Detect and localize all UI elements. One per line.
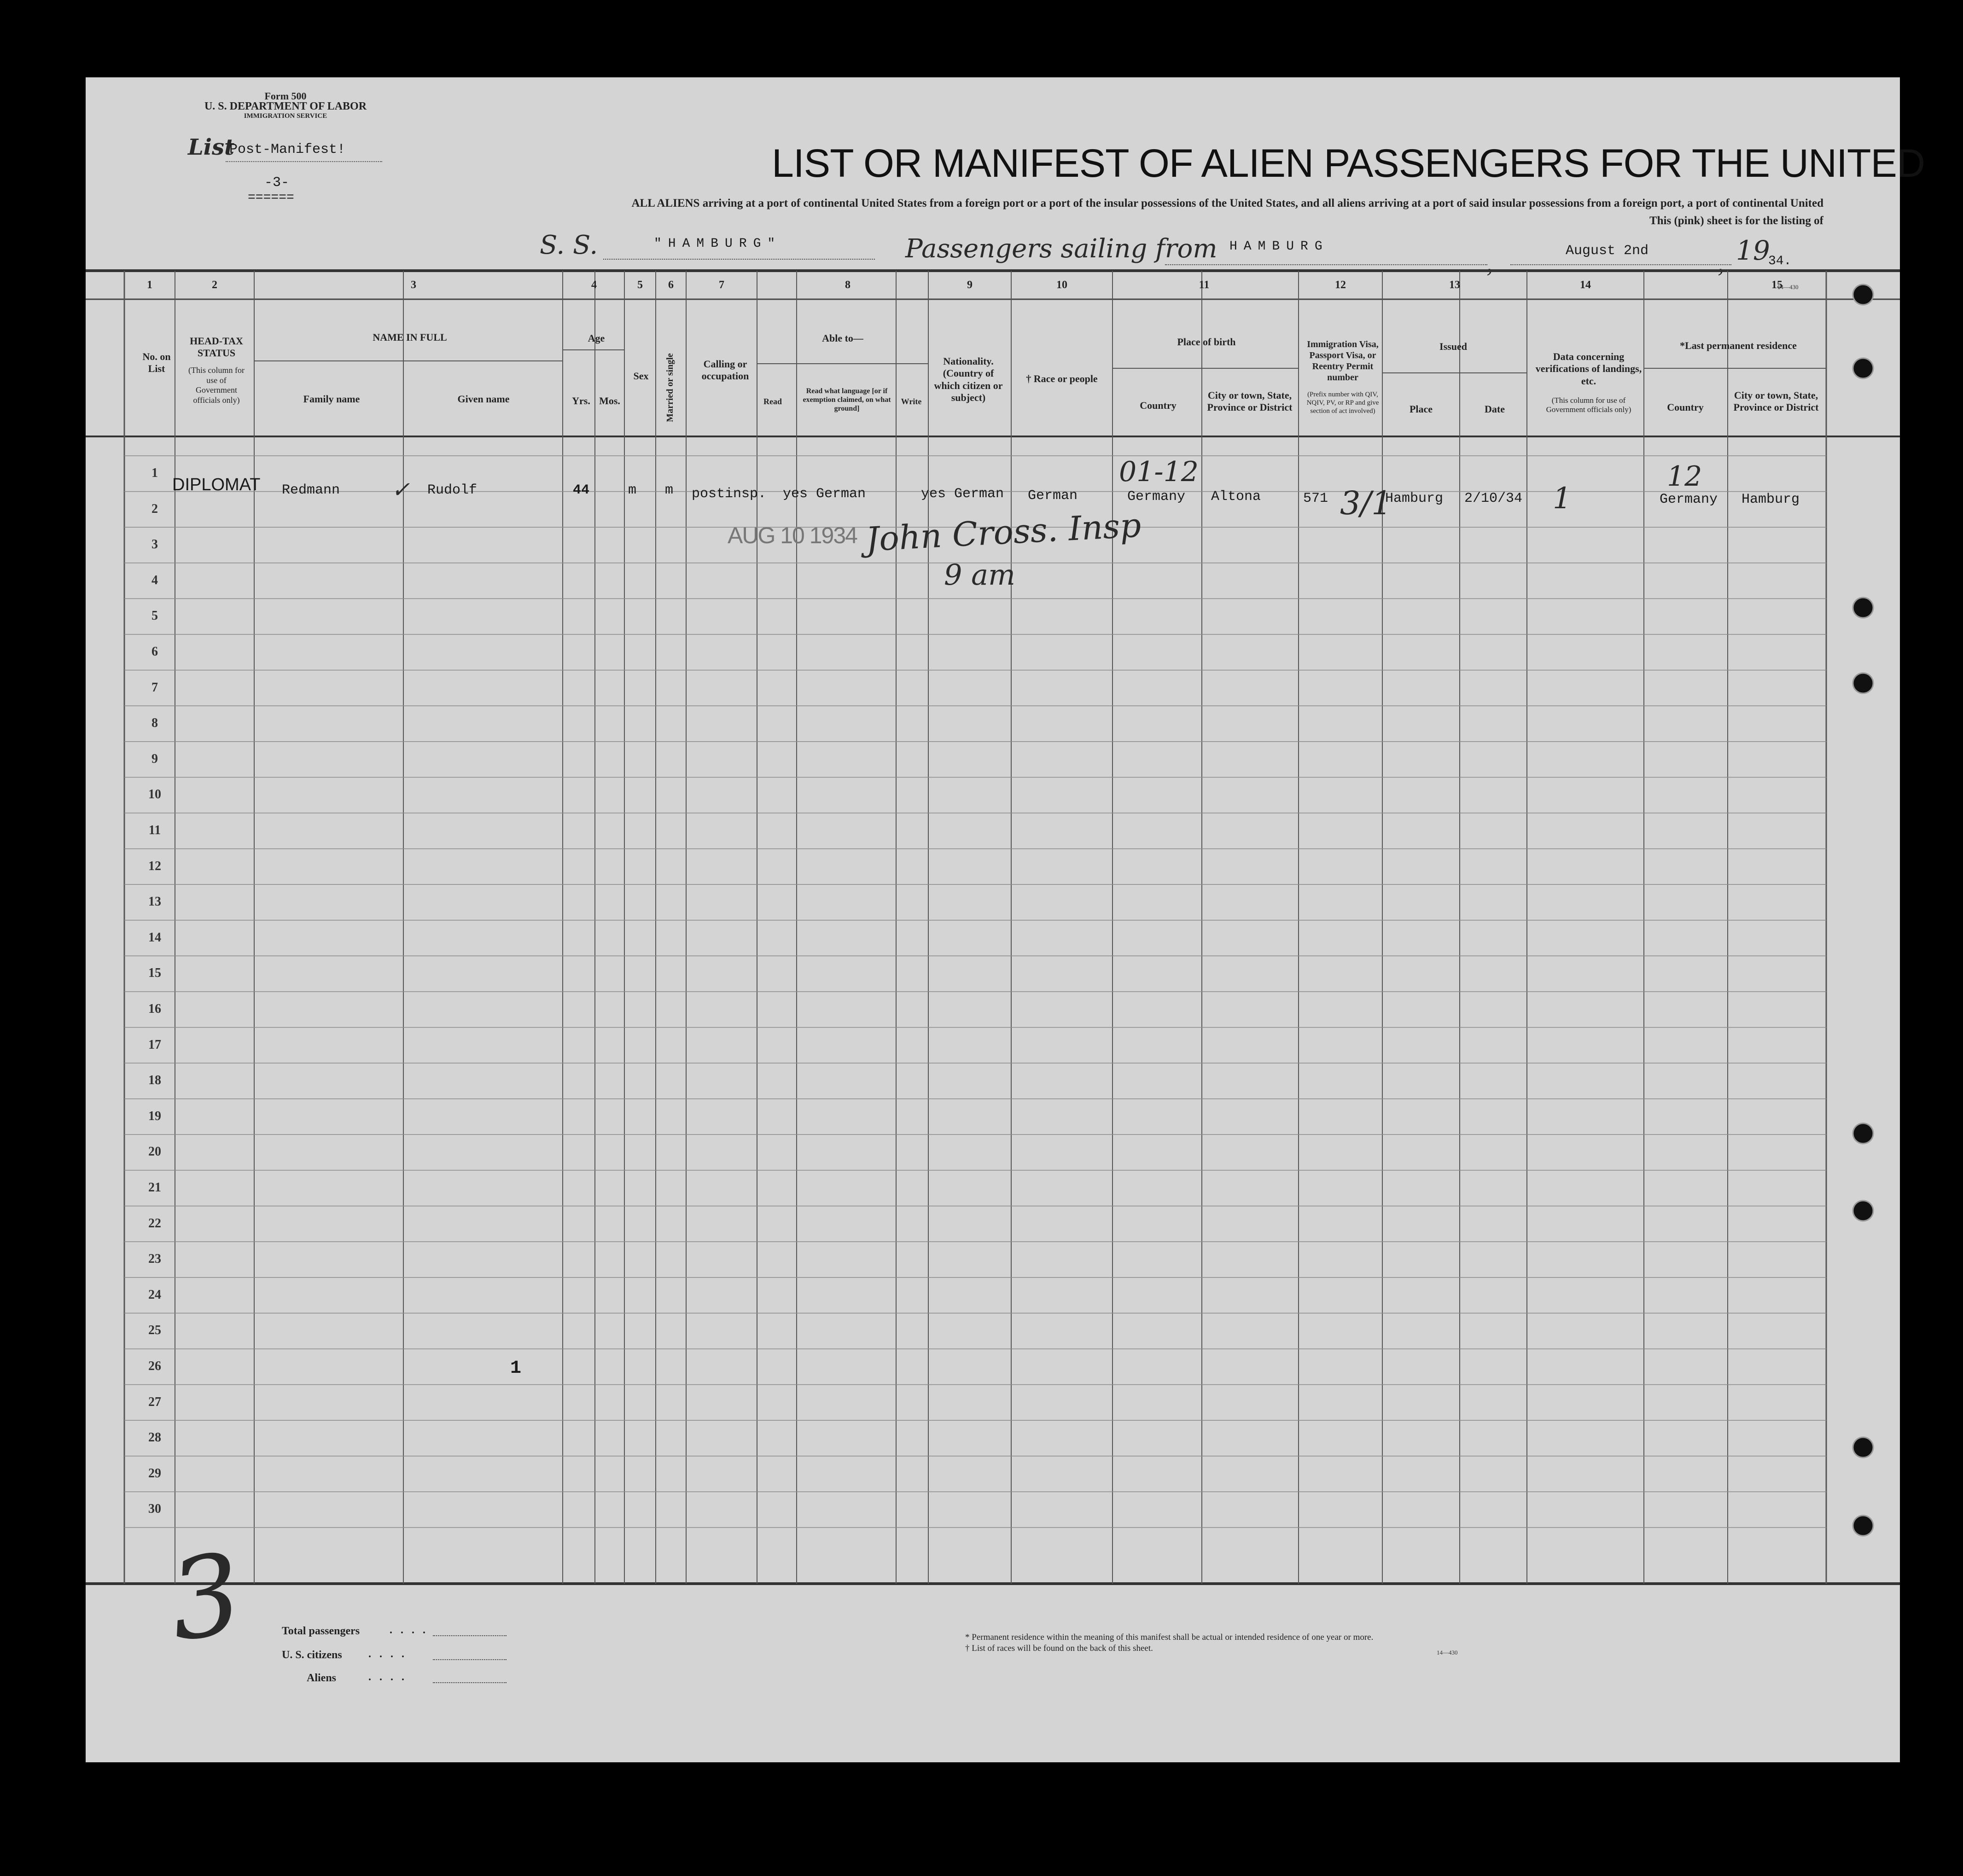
row-number: 26 — [148, 1359, 161, 1373]
margin-mark: 3 — [162, 1528, 250, 1667]
manifest-subtitle-1: ALL ALIENS arriving at a port of continental United States from a foreign port or a port of the insular possessions of the United States, and all aliens arriving at a port of said insular possessions from a foreign port, a port of continental United — [631, 197, 1823, 209]
header-race: † Race or people — [1026, 373, 1098, 384]
row-number: 21 — [148, 1180, 161, 1195]
header-married: Married or single — [665, 353, 675, 422]
header-visa-note: (Prefix number with QIV, NQIV, PV, or RP and give section of act involved) — [1306, 391, 1379, 415]
row-number: 30 — [148, 1502, 161, 1516]
column-number: 15 — [1771, 279, 1782, 291]
entry-issued-place: Hamburg — [1385, 491, 1444, 506]
header-given-name: Given name — [457, 393, 510, 405]
manifest-title: LIST OR MANIFEST OF ALIEN PASSENGERS FOR THE UNITED — [772, 141, 1925, 186]
footer-total-leader: . . . . — [390, 1624, 428, 1636]
sailing-date: August 2nd — [1566, 243, 1649, 259]
row-number: 13 — [148, 894, 161, 909]
column-number: 6 — [668, 279, 674, 291]
entry-family-name: Redmann — [282, 482, 340, 498]
header-sex: Sex — [633, 370, 649, 382]
column-number: 8 — [845, 279, 850, 291]
column-number: 2 — [212, 279, 217, 291]
comma-2: , — [1718, 249, 1724, 278]
column-number: 14 — [1580, 279, 1591, 291]
column-number: 13 — [1449, 279, 1460, 291]
row-number: 19 — [148, 1109, 161, 1123]
comma-1: , — [1486, 249, 1493, 278]
entry-married: m — [665, 482, 674, 498]
footer-note-1: * Permanent residence within the meaning of this manifest shall be actual or intended residence of one year or more. — [965, 1632, 1374, 1642]
entry-given-name: Rudolf — [427, 482, 478, 498]
header-issued-place: Place — [1409, 403, 1433, 415]
row-number: 22 — [148, 1216, 161, 1231]
service-label: IMMIGRATION SERVICE — [244, 112, 327, 120]
column-number: 9 — [967, 279, 973, 291]
row-number: 29 — [148, 1466, 161, 1481]
ship-name: "HAMBURG" — [654, 237, 782, 251]
row-number: 3 — [151, 537, 158, 552]
header-issued: Issued — [1439, 341, 1467, 352]
inspector-signature: John Cross. Insp — [865, 505, 1142, 559]
header-head-tax: HEAD-TAX STATUS — [190, 335, 243, 359]
inspection-time: 9 am — [944, 558, 1015, 592]
year-prefix: 19 — [1736, 235, 1770, 266]
entry-sex: m — [628, 482, 637, 498]
header-yrs: Yrs. — [572, 395, 590, 407]
row-number: 15 — [148, 966, 161, 981]
header-place-of-birth: Place of birth — [1177, 336, 1236, 348]
row-number: 10 — [148, 787, 161, 802]
row-number: 20 — [148, 1144, 161, 1159]
date-stamp: AUG 10 1934 — [728, 523, 857, 548]
entry-birth-annotation: 01-12 — [1119, 456, 1199, 488]
form-code-bottom: 14—430 — [1437, 1649, 1458, 1656]
entry-read: yes German — [783, 486, 866, 502]
header-nationality: Nationality. (Country of which citizen or subject) — [934, 355, 1003, 404]
row-number: 28 — [148, 1430, 161, 1445]
entry-race: German — [1028, 488, 1078, 504]
form-number: Form 500 — [264, 90, 307, 102]
row-number: 5 — [151, 609, 158, 623]
manifest-subtitle-2: This (pink) sheet is for the listing of — [1649, 215, 1823, 227]
list-value: Post-Manifest! — [229, 142, 346, 157]
entry-visa: 571 — [1303, 491, 1328, 506]
column-number: 7 — [719, 279, 724, 291]
row-number: 16 — [148, 1002, 161, 1016]
header-landing: Data concerning verifications of landings, etc. — [1535, 351, 1642, 387]
row-number: 27 — [148, 1394, 161, 1409]
header-read-language: Read what language [or if exemption claimed, on what ground] — [803, 387, 891, 413]
ss-label: S. S. — [540, 230, 598, 260]
form-code-top: 14—430 — [1777, 284, 1799, 290]
row-number: 18 — [148, 1073, 161, 1088]
column-number: 1 — [147, 279, 152, 291]
column-number: 11 — [1199, 279, 1210, 291]
footer-aliens-leader: . . . . — [368, 1671, 407, 1683]
entry-res-annotation: 12 — [1667, 460, 1702, 493]
column-number: 3 — [411, 279, 416, 291]
header-res-country: Country — [1667, 401, 1704, 413]
department-label: U. S. DEPARTMENT OF LABOR — [204, 100, 367, 112]
footer-aliens-label: Aliens — [307, 1672, 337, 1684]
row-number: 23 — [148, 1252, 161, 1266]
header-issued-date: Date — [1485, 403, 1505, 415]
header-res-city: City or town, State, Province or District — [1733, 389, 1819, 413]
header-no-on-list: No. on List — [142, 351, 171, 375]
row-number: 11 — [148, 823, 161, 837]
header-able-to: Able to— — [822, 332, 863, 344]
header-age: Age — [588, 332, 605, 344]
row-number: 9 — [151, 751, 158, 766]
row26-mark: 1 — [510, 1358, 522, 1379]
entry-head-tax: DIPLOMAT — [172, 475, 261, 494]
header-read: Read — [763, 397, 782, 406]
list-label: List — [188, 134, 235, 160]
row-number: 7 — [151, 680, 158, 695]
row-number: 4 — [151, 573, 158, 587]
entry-birth-city: Altona — [1211, 489, 1261, 505]
entry-write: yes German — [921, 486, 1004, 502]
entry-res-country: Germany — [1660, 492, 1718, 507]
column-number: 4 — [591, 279, 597, 291]
row-number: 1 — [151, 466, 158, 480]
header-birth-country: Country — [1140, 400, 1177, 411]
column-number: 10 — [1056, 279, 1067, 291]
row-number: 8 — [151, 716, 158, 731]
entry-visa-annotation: 3/1 — [1340, 484, 1392, 522]
row-number: 14 — [148, 930, 161, 945]
row-number: 12 — [148, 859, 161, 873]
entry-calling: postinsp. — [692, 486, 767, 502]
footer-total-label: Total passengers — [282, 1625, 360, 1637]
entry-issued-date: 2/10/34 — [1464, 491, 1523, 506]
entry-landing-mark: 1 — [1553, 482, 1572, 516]
column-number: 5 — [637, 279, 643, 291]
row-number: 17 — [148, 1037, 161, 1052]
departure-port: HAMBURG — [1229, 239, 1329, 254]
footer-note-2: † List of races will be found on the back of this sheet. — [965, 1644, 1153, 1653]
header-mos: Mos. — [599, 395, 620, 407]
entry-birth-country: Germany — [1127, 489, 1186, 505]
footer-total-line — [433, 1635, 507, 1636]
footer-us-citizens-line — [433, 1659, 507, 1660]
row-number: 2 — [151, 501, 158, 516]
header-birth-city: City or town, State, Province or District — [1207, 389, 1293, 413]
header-visa: Immigration Visa, Passport Visa, or Reentry Permit number — [1307, 339, 1379, 383]
footer-us-citizens-leader: . . . . — [368, 1648, 407, 1660]
header-landing-note: (This column for use of Government officials only) — [1546, 396, 1631, 414]
footer-us-citizens-label: U. S. citizens — [282, 1649, 342, 1661]
entry-res-city: Hamburg — [1742, 492, 1800, 507]
entry-check-mark: ✓ — [391, 477, 410, 503]
header-head-tax-note: (This column for use of Government officials only) — [188, 366, 245, 405]
list-underline: ====== — [248, 191, 294, 205]
column-number: 12 — [1335, 279, 1346, 291]
row-number: 6 — [151, 645, 158, 659]
row-number: 24 — [148, 1287, 161, 1302]
header-name-in-full: NAME IN FULL — [373, 331, 447, 343]
sailing-label: Passengers sailing from — [905, 234, 1217, 264]
row-number: 25 — [148, 1323, 161, 1338]
header-write: Write — [901, 397, 922, 406]
footer-aliens-line — [433, 1682, 507, 1683]
header-family-name: Family name — [303, 393, 360, 405]
entry-age: 44 — [573, 482, 590, 498]
list-number: -3- — [264, 175, 290, 191]
header-residence: *Last permanent residence — [1680, 340, 1797, 351]
year-suffix: 34. — [1768, 254, 1792, 268]
header-calling: Calling or occupation — [701, 358, 749, 382]
